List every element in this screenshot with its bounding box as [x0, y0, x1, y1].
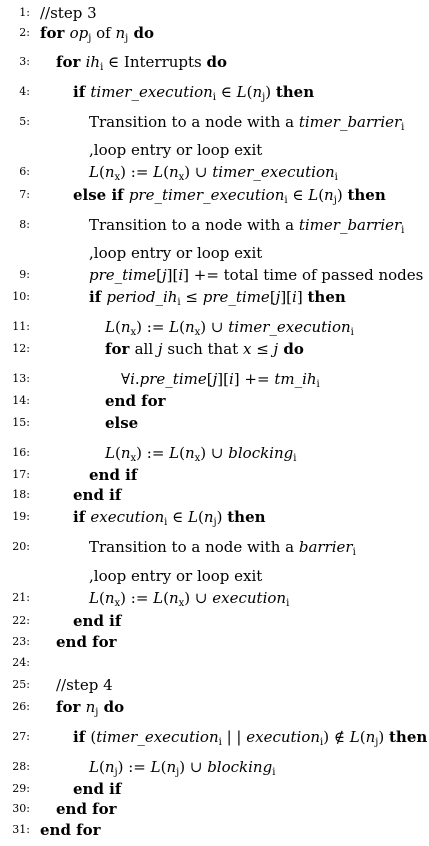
code-text: //step 3 [40, 4, 97, 22]
code-text: Transition to a node with a [89, 538, 299, 556]
algorithm-line [0, 611, 429, 631]
code-text: ,loop entry or loop exit [89, 567, 263, 585]
algorithm-line [0, 675, 429, 695]
code-text: ( [90, 728, 97, 746]
math-symbol: n [203, 508, 214, 526]
math-symbol: timer_execution [228, 318, 351, 336]
line-code [105, 317, 354, 337]
math-symbol: blocking [228, 444, 294, 462]
code-text: ( [179, 444, 185, 462]
math-symbol: pre_time [89, 266, 157, 284]
code-text: ][ [166, 266, 179, 284]
math-symbol: n [104, 163, 115, 181]
code-text: ] [296, 288, 308, 306]
line-number: 8: [19, 218, 30, 231]
math-symbol: n [365, 728, 376, 746]
line-code [73, 727, 427, 747]
math-symbol: timer_execution [90, 83, 213, 101]
code-text: ][ [217, 370, 229, 388]
subscript: i [100, 62, 104, 73]
code-text: ) ∪ [184, 163, 213, 181]
math-symbol: L [169, 318, 180, 336]
subscript: i [272, 767, 276, 778]
line-code [40, 820, 101, 840]
algorithm-line [0, 215, 429, 235]
line-number: 23: [12, 635, 30, 648]
math-symbol: j [273, 340, 279, 358]
subscript: i [177, 297, 181, 308]
keyword: do [98, 698, 125, 716]
algorithm-line [0, 52, 429, 72]
line-code [89, 465, 137, 485]
algorithm-line [0, 162, 429, 182]
algorithm-line [0, 185, 429, 205]
math-symbol: L [89, 758, 99, 776]
math-symbol: n [120, 444, 131, 462]
algorithm-line [0, 566, 429, 586]
line-number: 7: [19, 188, 30, 201]
keyword: if [89, 288, 107, 306]
math-symbol: L [89, 589, 99, 607]
code-text: ∈ [287, 186, 309, 204]
code-text: ( [98, 589, 105, 607]
line-code [56, 675, 113, 695]
keyword: for [40, 24, 70, 42]
subscript: j [114, 767, 118, 778]
line-number: 19: [12, 510, 30, 523]
code-text: ) ∪ [184, 589, 213, 607]
subscript: i [401, 122, 405, 133]
subscript: i [352, 547, 356, 558]
line-number: 2: [19, 26, 30, 39]
line-code [89, 287, 346, 307]
subscript: x [114, 598, 121, 609]
code-text: ) ∪ [200, 318, 229, 336]
line-code [105, 391, 166, 411]
keyword: end if [73, 486, 122, 504]
math-symbol: execution [246, 728, 321, 746]
code-text: ∈ Interrupts [103, 53, 207, 71]
math-symbol: L [150, 758, 161, 776]
code-text: ) ∉ [323, 728, 350, 746]
algorithm-line [0, 757, 429, 777]
code-text: . [134, 370, 140, 388]
keyword: for [56, 698, 86, 716]
line-code [89, 566, 262, 586]
math-symbol: n [252, 83, 263, 101]
subscript: j [333, 195, 337, 206]
code-text: //step 4 [56, 676, 113, 694]
code-text: ( [98, 758, 105, 776]
code-text: ) := [120, 589, 154, 607]
algorithm-line [0, 112, 429, 132]
algorithm-line [0, 799, 429, 819]
math-symbol: i [292, 288, 297, 306]
subscript: j [125, 33, 129, 44]
line-code [56, 52, 227, 72]
math-symbol: L [89, 163, 99, 181]
code-text: ∈ [167, 508, 189, 526]
line-number: 20: [12, 540, 30, 553]
code-text: ( [197, 508, 204, 526]
algorithm-line [0, 3, 429, 23]
keyword: do [206, 53, 227, 71]
keyword: end if [73, 780, 122, 798]
code-text: ,loop entry or loop exit [89, 141, 263, 159]
math-symbol: n [166, 758, 177, 776]
keyword: else [105, 414, 139, 432]
math-symbol: L [169, 444, 180, 462]
subscript: j [88, 33, 92, 44]
math-symbol: n [168, 589, 179, 607]
line-code [73, 82, 314, 102]
math-symbol: L [105, 318, 115, 336]
code-text: ( [160, 758, 167, 776]
code-text: ) ∪ [179, 758, 208, 776]
algorithm-line [0, 779, 429, 799]
subscript: i [320, 737, 324, 748]
line-number: 18: [12, 488, 30, 501]
code-text: | | [221, 728, 247, 746]
subscript: x [194, 453, 201, 464]
subscript: i [286, 598, 290, 609]
line-number: 24: [12, 656, 30, 669]
math-symbol: execution [90, 508, 165, 526]
line-code [56, 697, 124, 717]
line-number: 27: [12, 730, 30, 743]
math-symbol: ih [85, 53, 101, 71]
line-code [56, 799, 117, 819]
math-symbol: blocking [207, 758, 273, 776]
code-text: ( [98, 163, 105, 181]
algorithm-line [0, 632, 429, 652]
line-code [89, 588, 289, 608]
line-code [89, 243, 262, 263]
line-number: 21: [12, 591, 30, 604]
subscript: j [262, 92, 266, 103]
math-symbol: timer_execution [212, 163, 335, 181]
keyword: end for [105, 392, 166, 410]
code-text: Transition to a node with a [89, 216, 299, 234]
line-number: 30: [12, 802, 30, 815]
algorithm-line [0, 537, 429, 557]
code-text: ) := [136, 444, 170, 462]
code-text: ( [359, 728, 366, 746]
algorithm-line [0, 820, 429, 840]
keyword: end for [56, 633, 117, 651]
subscript: j [375, 737, 379, 748]
subscript: i [334, 172, 338, 183]
algorithm-line [0, 697, 429, 717]
math-symbol: j [157, 340, 163, 358]
subscript: j [176, 767, 180, 778]
keyword: do [128, 24, 154, 42]
algorithm-line [0, 265, 429, 285]
line-number: 16: [12, 446, 30, 459]
code-text: ≤ [180, 288, 203, 306]
keyword: then [275, 83, 315, 101]
code-text: ∈ [215, 83, 237, 101]
line-number: 15: [12, 416, 30, 429]
algorithm-line [0, 727, 429, 747]
math-symbol: L [308, 186, 319, 204]
code-text: ) := [136, 318, 170, 336]
subscript: i [218, 737, 222, 748]
subscript: i [293, 453, 297, 464]
line-number: 9: [19, 268, 30, 281]
math-symbol: j [161, 266, 167, 284]
subscript: x [114, 172, 121, 183]
line-code [89, 215, 404, 235]
keyword: end for [56, 800, 117, 818]
math-symbol: barrier [298, 538, 353, 556]
math-symbol: n [184, 318, 195, 336]
algorithm-line [0, 465, 429, 485]
line-number: 11: [12, 320, 30, 333]
subscript: x [130, 327, 137, 338]
algorithm-line [0, 287, 429, 307]
math-symbol: n [104, 589, 115, 607]
subscript: i [401, 225, 405, 236]
subscript: x [130, 453, 137, 464]
algorithm-line [0, 243, 429, 263]
code-text: ) [265, 83, 276, 101]
line-number: 4: [19, 85, 30, 98]
keyword: for [56, 53, 86, 71]
algorithm-line [0, 413, 429, 433]
keyword: end if [89, 466, 138, 484]
code-text: ) [378, 728, 389, 746]
code-text: ( [163, 589, 169, 607]
math-symbol: n [120, 318, 131, 336]
keyword: end if [73, 612, 122, 630]
math-symbol: n [184, 444, 195, 462]
code-text: ( [318, 186, 325, 204]
line-number: 17: [12, 468, 30, 481]
math-symbol: L [236, 83, 247, 101]
line-code [73, 779, 121, 799]
code-text: ( [163, 163, 169, 181]
line-code [89, 537, 356, 557]
algorithm-line [0, 82, 429, 102]
line-number: 29: [12, 782, 30, 795]
code-text: of [91, 24, 116, 42]
subscript: i [316, 379, 320, 390]
line-number: 22: [12, 614, 30, 627]
code-text: ∀ [121, 370, 131, 388]
math-symbol: j [212, 370, 218, 388]
algorithm-line [0, 443, 429, 463]
math-symbol: timer_execution [96, 728, 219, 746]
math-symbol: x [242, 340, 252, 358]
code-text: Transition to a node with a [89, 113, 299, 131]
code-text: [ [206, 370, 213, 388]
code-text: such that [162, 340, 243, 358]
line-code [89, 112, 404, 132]
math-symbol: L [349, 728, 360, 746]
keyword: else if [73, 186, 129, 204]
subscript: i [212, 92, 216, 103]
line-number: 28: [12, 760, 30, 773]
line-code [89, 140, 262, 160]
subscript: j [95, 707, 99, 718]
code-text: ) [216, 508, 228, 526]
line-code [105, 339, 304, 359]
line-number: 12: [12, 342, 30, 355]
math-symbol: period_ih [106, 288, 178, 306]
keyword: if [73, 728, 91, 746]
code-text: [ [269, 288, 276, 306]
keyword: then [227, 508, 266, 526]
math-symbol: L [153, 589, 164, 607]
subscript: i [164, 517, 168, 528]
math-symbol: pre_time [139, 370, 207, 388]
line-code [105, 443, 296, 463]
math-symbol: n [104, 758, 115, 776]
line-number: 25: [12, 678, 30, 691]
keyword: for [105, 340, 135, 358]
code-text: ,loop entry or loop exit [89, 244, 263, 262]
math-symbol: L [188, 508, 198, 526]
subscript: x [194, 327, 201, 338]
math-symbol: L [153, 163, 164, 181]
math-symbol: tm_ih [274, 370, 317, 388]
code-text: ][ [280, 288, 293, 306]
code-text: ≤ [251, 340, 274, 358]
algorithm-line [0, 23, 429, 43]
subscript: i [284, 195, 288, 206]
line-number: 14: [12, 394, 30, 407]
line-code [89, 265, 423, 285]
line-code [56, 632, 117, 652]
code-text: all [134, 340, 158, 358]
line-number: 31: [12, 823, 30, 836]
line-code [89, 757, 275, 777]
code-text: ] += [233, 370, 275, 388]
math-symbol: pre_timer_execution [128, 186, 285, 204]
math-symbol: i [228, 370, 234, 388]
line-number: 13: [12, 372, 30, 385]
code-text: ( [179, 318, 185, 336]
algorithm-line [0, 339, 429, 359]
keyword: end for [40, 821, 101, 839]
code-text: ) ∪ [200, 444, 229, 462]
keyword: then [388, 728, 428, 746]
keyword: do [278, 340, 304, 358]
math-symbol: execution [212, 589, 287, 607]
line-code [73, 611, 121, 631]
math-symbol: n [168, 163, 179, 181]
math-symbol: i [130, 370, 135, 388]
line-code [89, 162, 338, 182]
math-symbol: timer_barrier [298, 216, 402, 234]
algorithm-line [0, 140, 429, 160]
line-number: 6: [19, 165, 30, 178]
algorithm-line [0, 485, 429, 505]
keyword: then [307, 288, 346, 306]
subscript: j [213, 517, 217, 528]
line-number: 10: [12, 290, 30, 303]
line-number: 3: [19, 55, 30, 68]
algorithm-line [0, 391, 429, 411]
line-code [40, 23, 154, 43]
line-code [121, 369, 320, 389]
algorithm-line [0, 507, 429, 527]
line-number: 5: [19, 115, 30, 128]
line-code [73, 485, 121, 505]
code-text: ) [336, 186, 348, 204]
math-symbol: pre_time [202, 288, 270, 306]
math-symbol: op [69, 24, 89, 42]
code-text: ( [114, 444, 121, 462]
algorithm-line [0, 369, 429, 389]
subscript: i [350, 327, 354, 338]
subscript: x [178, 172, 185, 183]
code-text: ) := [117, 758, 151, 776]
math-symbol: n [115, 24, 126, 42]
code-text: ) := [120, 163, 154, 181]
code-text: ( [246, 83, 253, 101]
keyword: if [73, 508, 91, 526]
code-text: ( [114, 318, 121, 336]
algorithm-line [0, 653, 429, 673]
math-symbol: timer_barrier [298, 113, 402, 131]
algorithm-line [0, 317, 429, 337]
math-symbol: n [324, 186, 334, 204]
line-number: 26: [12, 700, 30, 713]
math-symbol: i [178, 266, 184, 284]
math-symbol: j [275, 288, 281, 306]
keyword: then [347, 186, 386, 204]
code-text: [ [156, 266, 162, 284]
line-code [40, 3, 97, 23]
subscript: x [178, 598, 185, 609]
line-code [105, 413, 138, 433]
line-code [73, 507, 266, 527]
math-symbol: L [105, 444, 115, 462]
line-code [73, 185, 386, 205]
algorithm-line [0, 588, 429, 608]
code-text: ] += total time of passed nodes [183, 266, 424, 284]
keyword: if [73, 83, 91, 101]
math-symbol: n [85, 698, 96, 716]
line-number: 1: [19, 6, 30, 19]
